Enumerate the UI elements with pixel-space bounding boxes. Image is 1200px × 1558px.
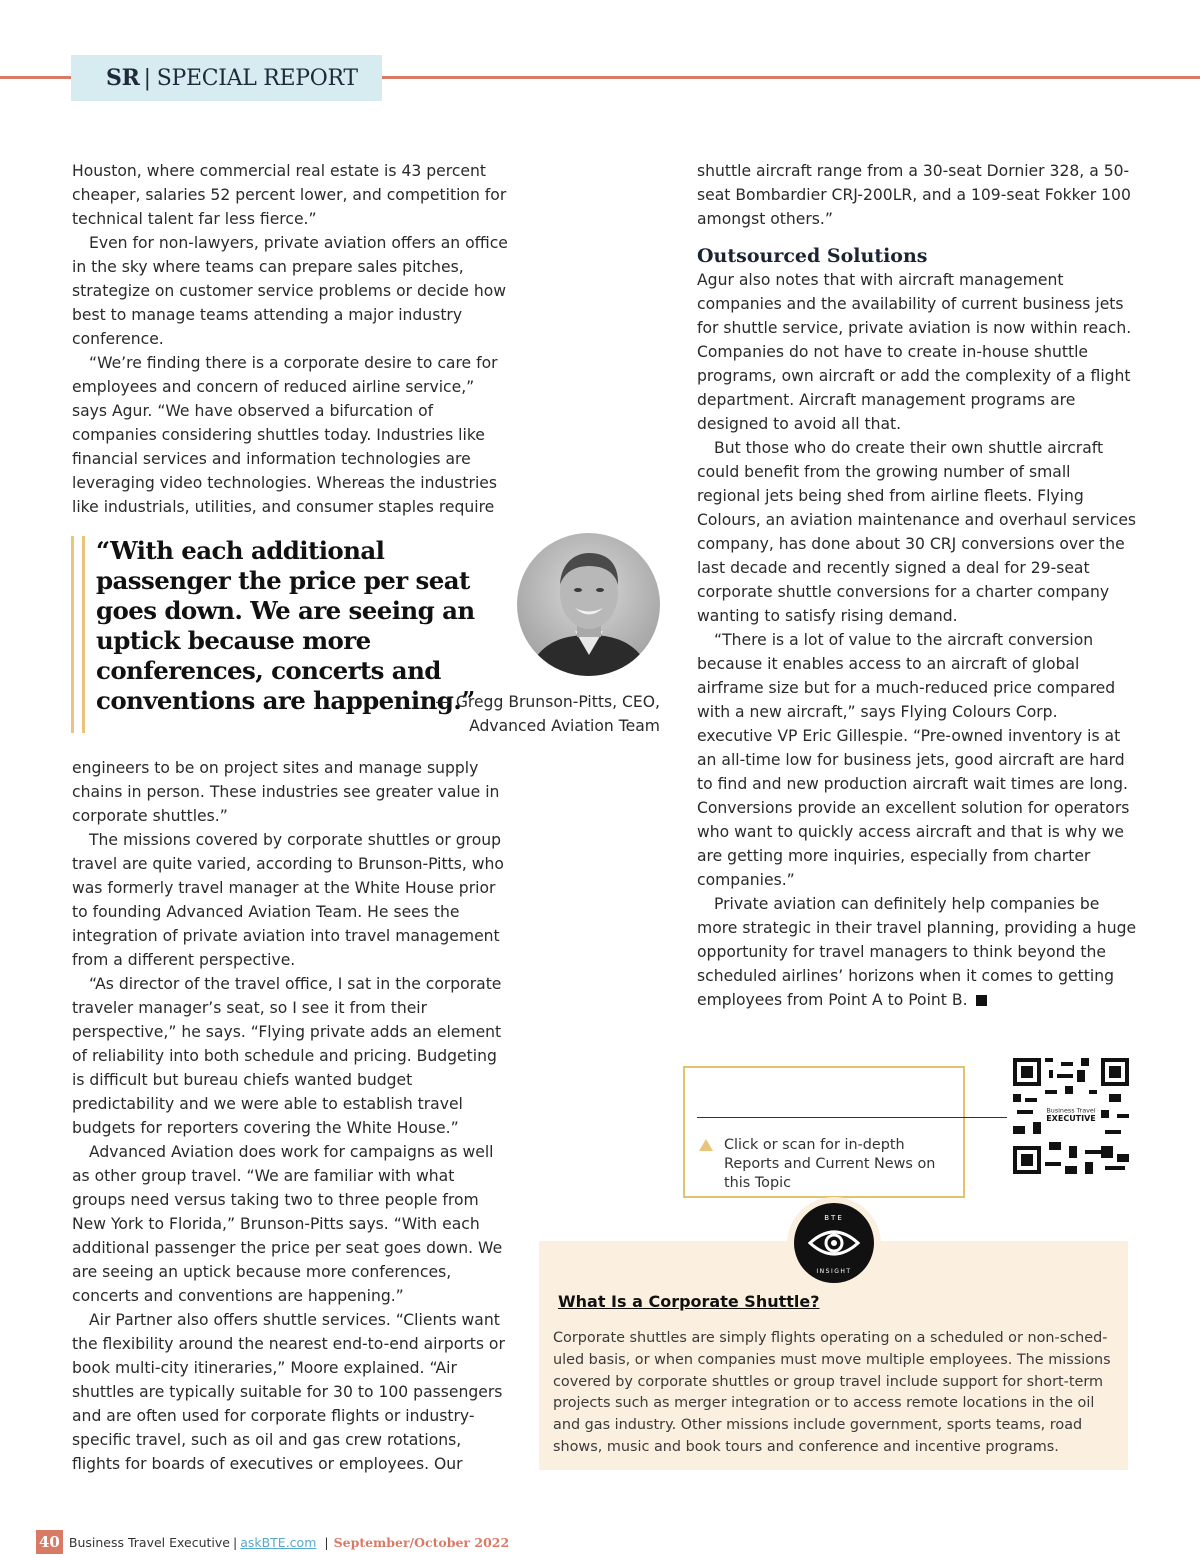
eye-icon [810,1232,858,1254]
sidebar-body: Corporate shuttles are simply flights operating on a scheduled or non-sched-uled basis, or when companies must move multiple employees. The missions covered by corporate shuttles or group travel include support for short-term projects such as merger integration or to access remote locations in the oil and gas industry. Other missions include government, sports teams, road shows, music and book tours and conference and incentive programs. [553,1330,1111,1455]
publication-name: Business Travel Executive [68,1534,230,1550]
subhead: Outsourced Solutions [697,245,928,267]
header-rule-left [0,76,72,79]
header-rule-right [382,76,1200,79]
right-column [697,159,1137,1012]
closing-text: Private aviation can definitely help companies be more strategic in their travel planning, providing a huge opportunity for travel managers to think beyond the scheduled airlines’ horizons when it comes to getting employees from Point A to Point B. [697,895,1137,1009]
body-paragraph: “As director of the travel office, I sat in the corporate traveler manager’s seat, so I see it from their perspective,” he says. “Flying private adds an element of reliability into both schedule and pricing. Budgeting is difficult but bureau chiefs wanted budget predictability and we were able to establish travel budgets for reporters covering the White House.” [72,975,502,1137]
body-paragraph: Even for non-lawyers, private aviation offers an office in the sky where teams can prepare sales pitches, strategize on customer service problems or decide how best to manage teams attending a major industry conference. [72,234,508,348]
issue-date: September/October 2022 [333,1534,510,1550]
body-paragraph: Houston, where commercial real estate is 43 percent cheaper, salaries 52 percent lower, and competition for technical talent far less fierce.” [72,162,507,228]
pull-quote-attribution [380,690,660,738]
triangle-icon [698,1138,714,1152]
body-paragraph: Advanced Aviation does work for campaigns as well as other group travel. “We are familiar with what groups need versus taking two to three people from New York to Florida,” Brunson-Pitts says. “With each additional passenger the price per seat goes down. We are seeing an uptick because more conferences, concerts and conventions are happening.” [72,1143,503,1305]
left-column-bottom [72,756,512,1476]
body-paragraph: Agur also notes that with aircraft management companies and the availability of current business jets for shuttle service, private aviation is now within reach. Companies do not have to create in-house shuttle programs, own aircraft or add the complexity of a flight department. Aircraft management programs are designed to avoid all that. [697,271,1132,433]
section-code: SR [106,65,140,91]
footer-separator: | [232,1534,238,1550]
attribution-name: — Gregg Brunson-Pitts, CEO, [435,693,660,711]
qr-brand-line1: Business Travel [1046,1106,1096,1115]
body-paragraph: The missions covered by corporate shuttles or group travel are quite varied, according to Brunson-Pitts, who was formerly travel manager at the White House prior to founding Advanced Aviation Team. He sees the integration of private aviation into travel management from a different perspective. [72,831,504,969]
closing-paragraph [697,892,1137,1012]
qr-brand-line2: EXECUTIVE [1046,1114,1096,1124]
site-link[interactable]: askBTE.com [240,1534,317,1550]
sidebar-title: What Is a Corporate Shuttle? [558,1292,820,1311]
cta-divider [697,1117,1007,1118]
body-paragraph: Air Partner also offers shuttle services. “Clients want the flexibility around the nearest end-to-end airports or book multi-city itineraries,” Moore explained. “Air shuttles are typically suitable for 30 to 100 passengers and are often used for corporate flights or industry-specific travel, such as oil and gas crew rotations, flights for boards of executives or employees. Our [72,1311,505,1473]
body-paragraph: engineers to be on project sites and manage supply chains in person. These industries see greater value in corporate shuttles.” [72,759,500,825]
badge-bottom-text: INSIGHT [816,1268,852,1275]
page-number: 40 [36,1530,63,1554]
bte-insight-badge [794,1203,874,1283]
qr-code-icon[interactable] [1013,1058,1129,1174]
portrait-photo [517,533,660,676]
body-paragraph: “We’re finding there is a corporate desire to care for employees and concern of reduced airline service,” says Agur. “We have observed a bifurcation of companies considering shuttles today. Industries like financial services and information technologies are leveraging video technologies. Whereas the industries like industrials, utilities, and consumer staples require [72,354,498,516]
pull-quote-rule [82,536,85,733]
footer-separator: | [324,1534,329,1550]
left-column-top [72,159,512,519]
body-paragraph: But those who do create their own shuttle aircraft could benefit from the growing number of small regional jets being shed from airline fleets. Flying Colours, an aviation maintenance and overhaul services company, has done about 30 CRJ conversions over the last decade and recently signed a deal for 29-seat corporate shuttle conversions for a charter company wanting to satisfy rising demand. [697,439,1137,625]
badge-top-text: BTE [824,1214,844,1222]
pull-quote-rule [71,536,74,733]
cta-link-text[interactable]: Click or scan for in-depth Reports and Current News on this Topic [724,1137,936,1191]
attribution-company: Advanced Aviation Team [469,717,660,735]
footer [36,1530,509,1554]
body-paragraph: “There is a lot of value to the aircraft conversion because it enables access to an aircraft of global airframe size but for a much-reduced price compared with a new aircraft,” says Flying Colours Corp. executive VP Eric Gillespie. “Pre-owned inventory is at an all-time low for business jets, good aircraft are hard to find and new production aircraft wait times are long. Conversions provide an excellent solution for operators who want to quickly access aircraft and that is why we are getting more inquiries, especially from charter companies.” [697,631,1130,889]
section-header [71,55,382,101]
end-mark-icon [976,995,987,1006]
pull-quote: “With each additional passenger the price per seat goes down. We are seeing an uptick because more conferences, concerts and conventions are happening.” [96,536,475,715]
section-title: SPECIAL REPORT [156,65,358,91]
section-separator: | [143,65,151,91]
body-paragraph: shuttle aircraft range from a 30-seat Dornier 328, a 50-seat Bombardier CRJ-200LR, and a 109-seat Fokker 100 amongst others.” [697,162,1131,228]
